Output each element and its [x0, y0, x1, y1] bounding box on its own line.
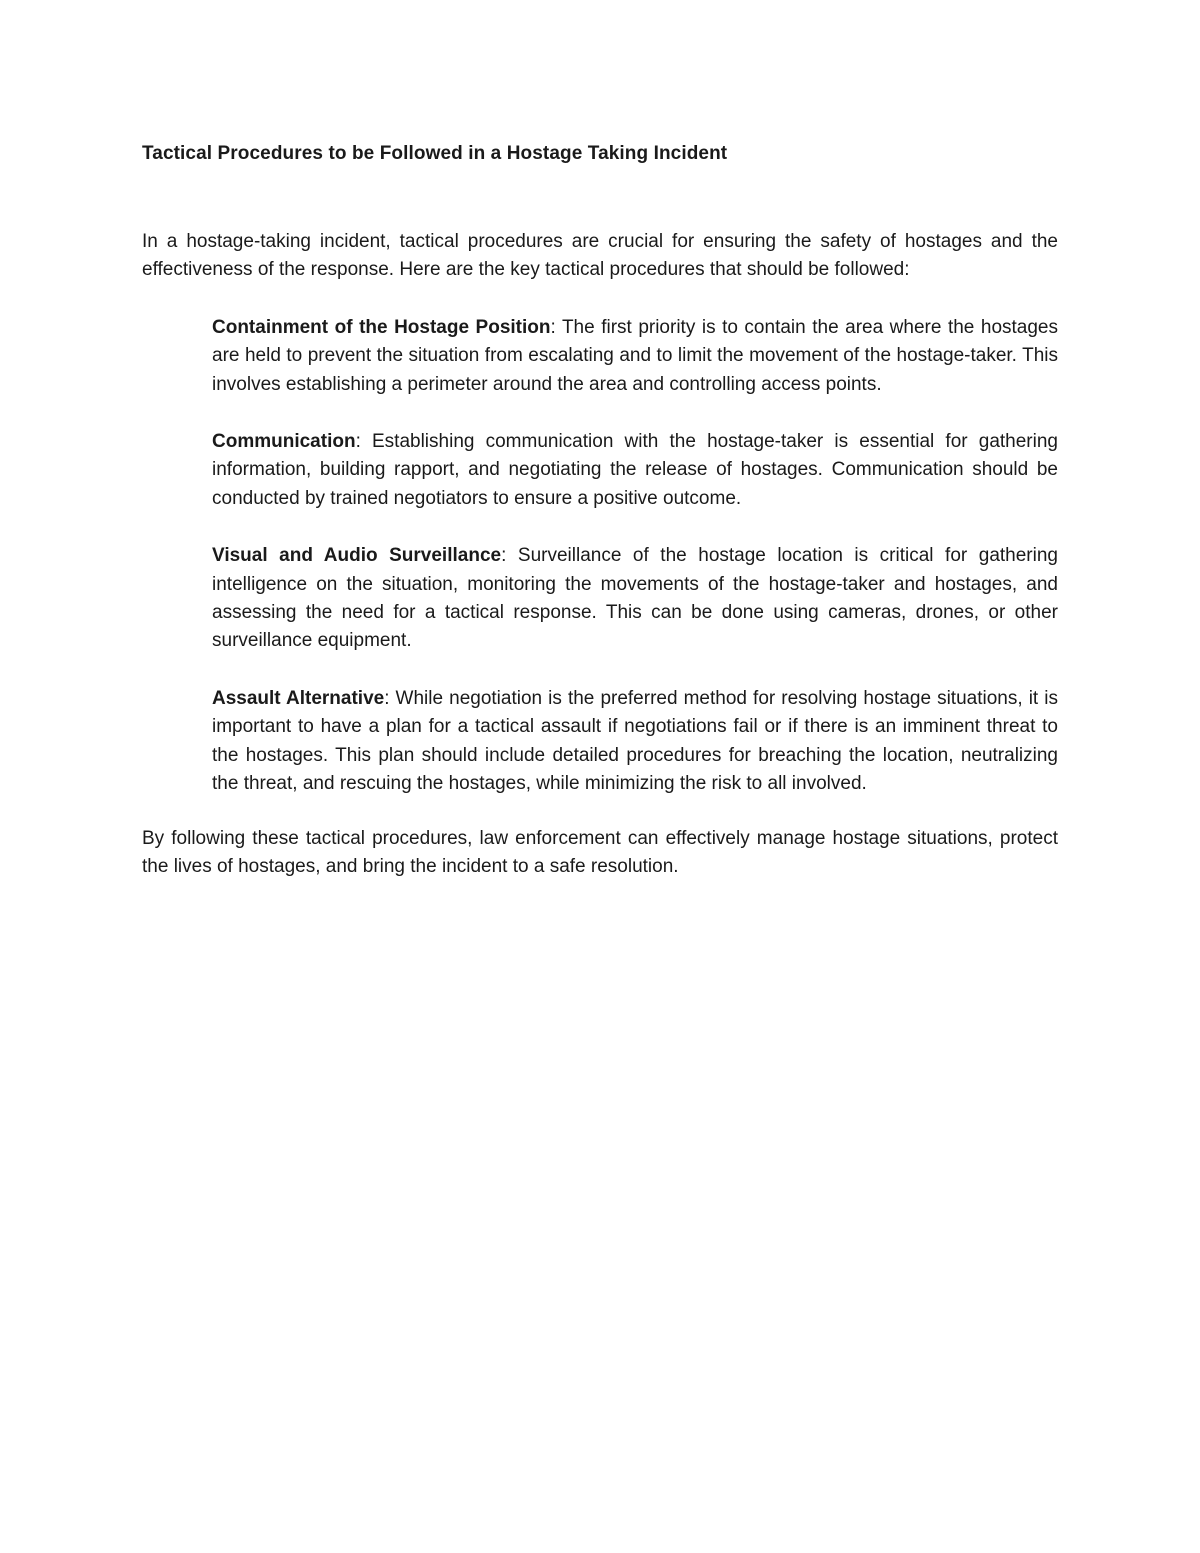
procedure-text: : Surveillance of the hostage location is critical for gathering intelligence on the situation, monitoring the movements of the hostage-taker and hostages, and assessing the need for a tactical response. This can be done using cameras, drones, or other surveillance equipment.: [212, 545, 1058, 652]
procedure-item-assault-alternative: [212, 685, 1058, 799]
procedure-title: Assault Alternative: [212, 687, 385, 709]
procedure-title: Containment of the Hostage Position: [212, 316, 551, 338]
intro-paragraph: In a hostage-taking incident, tactical procedures are crucial for ensuring the safety of hostages and the effectiveness of the response. Here are the key tactical procedures that should be followed:: [142, 231, 1058, 281]
document-title: Tactical Procedures to be Followed in a Hostage Taking Incident: [142, 143, 728, 164]
closing-paragraph: By following these tactical procedures, law enforcement can effectively manage hostage situations, protect the lives of hostages, and bring the incident to a safe resolution.: [142, 827, 1058, 877]
procedure-text: : The first priority is to contain the area where the hostages are held to prevent the situation from escalating and to limit the movement of the hostage-taker. This involves establishing a perimeter around the area and controlling access points.: [212, 316, 1058, 395]
procedure-title: Communication: [212, 431, 356, 453]
procedure-item-communication: [212, 428, 1058, 513]
procedure-list: [142, 314, 1058, 799]
procedure-text: : While negotiation is the preferred method for resolving hostage situations, it is important to have a plan for a tactical assault if negotiations fail or if there is an imminent threat to the hostages. This plan should include detailed procedures for breaching the location, neutralizing the threat, and rescuing the hostages, while minimizing the risk to all involved.: [212, 687, 1058, 795]
procedure-title: Visual and Audio Surveillance: [212, 545, 502, 567]
procedure-item-surveillance: [212, 542, 1058, 656]
procedure-text: : Establishing communication with the hostage-taker is essential for gathering information, building rapport, and negotiating the release of hostages. Communication should be conducted by trained negotiators to ensure a positive outcome.: [212, 431, 1058, 509]
procedure-item-containment: [212, 314, 1058, 399]
document-body: [142, 140, 1058, 881]
